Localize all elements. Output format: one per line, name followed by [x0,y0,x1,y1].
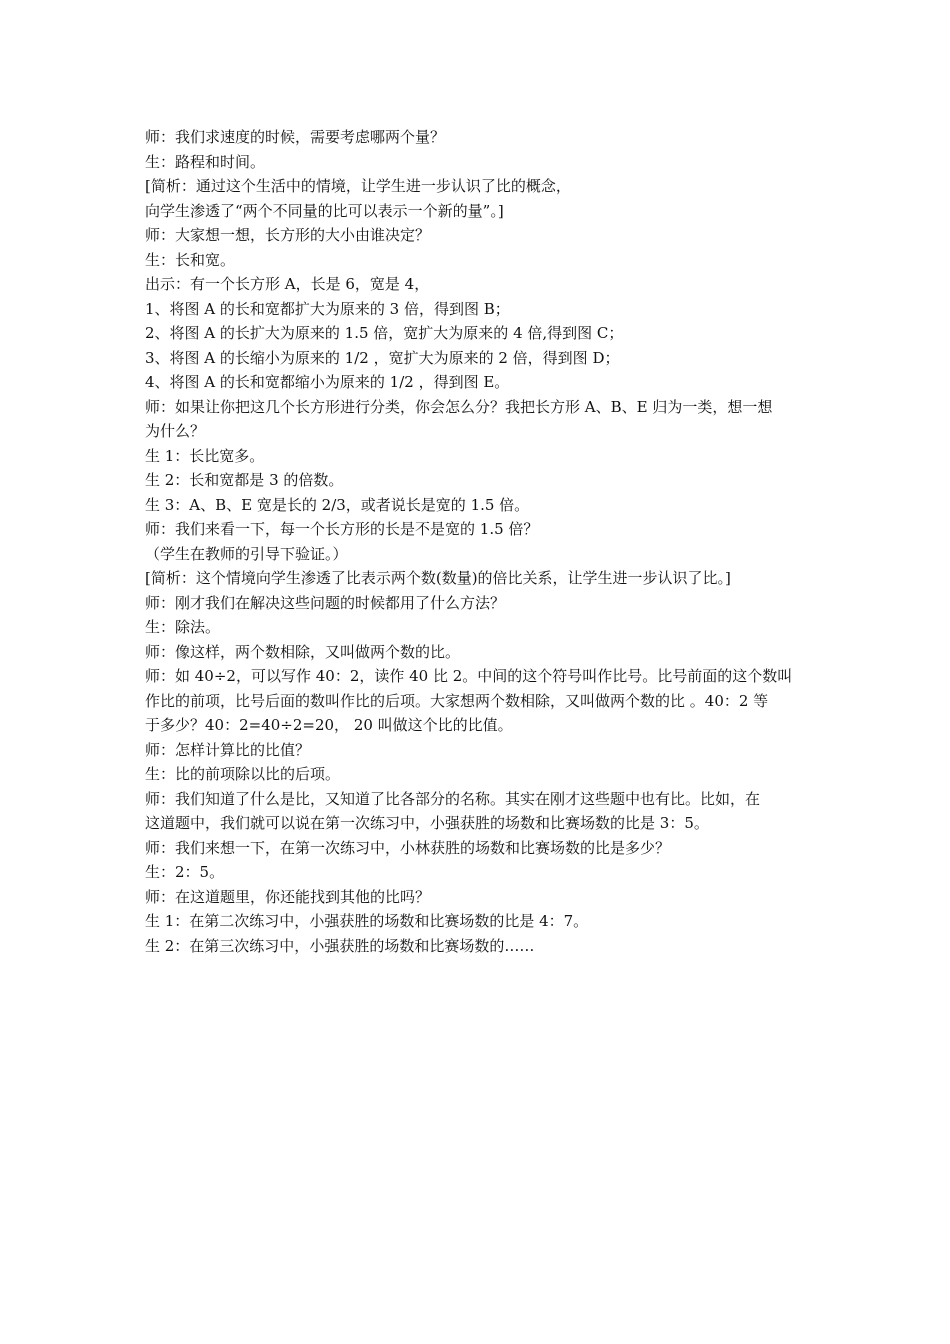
text-line: [简析：这个情境向学生渗透了比表示两个数(数量)的倍比关系，让学生进一步认识了比。] [145,569,731,587]
text-line: 师：怎样计算比的比值？ [145,740,311,759]
text-line: 师：如果让你把这几个长方形进行分类，你会怎么分？我把长方形 A、B、E 归为一类，想一想 [145,397,773,416]
text-line: 于多少？40：2=40÷2=20， 20 叫做这个比的比值。 [145,716,513,734]
text-line: 2、将图 A 的长扩大为原来的 1.5 倍，宽扩大为原来的 4 倍,得到图 C； [145,324,624,342]
text-line: 师：刚才我们在解决这些问题的时候都用了什么方法？ [145,593,506,612]
text-line: 师：如 40÷2，可以写作 40：2，读作 40 比 2。中间的这个符号叫作比号。比号前面的这个数叫 [145,667,793,685]
text-line: 生：2：5。 [145,863,225,881]
text-line: 师：我们求速度的时候，需要考虑哪两个量？ [145,128,446,146]
text-line: 3、将图 A 的长缩小为原来的 1/2 ，宽扩大为原来的 2 倍，得到图 D； [145,348,620,367]
text-line: 师：像这样，两个数相除，又叫做两个数的比。 [145,642,461,661]
text-line: 作比的前项，比号后面的数叫作比的后项。大家想两个数相除，又叫做两个数的比 。40：2 等 [145,691,769,710]
text-line: 出示：有一个长方形 A，长是 6，宽是 4， [145,275,430,293]
text-line: 师：大家想一想，长方形的大小由谁决定？ [145,226,431,244]
text-line: 生 2：长和宽都是 3 的倍数。 [145,471,344,489]
text-line: 生：除法。 [145,618,221,636]
text-line: 这道题中，我们就可以说在第一次练习中，小强获胜的场数和比赛场数的比是 3：5。 [145,814,709,832]
text-line: [简析：通过这个生活中的情境，让学生进一步认识了比的概念， [145,177,571,195]
text-line: 生：比的前项除以比的后项。 [145,765,341,783]
text-line: 向学生渗透了“两个不同量的比可以表示一个新的量”。] [145,201,504,220]
text-line: 生 1：长比宽多。 [145,446,265,465]
text-line: 师：在这道题里，你还能找到其他的比吗？ [145,887,431,906]
text-line: （学生在教师的引导下验证。） [145,544,348,563]
text-line: 4、将图 A 的长和宽都缩小为原来的 1/2 ，得到图 E。 [145,373,510,391]
document-body [145,125,810,958]
text-line: 生 1：在第二次练习中，小强获胜的场数和比赛场数的比是 4：7。 [145,912,589,930]
text-line: 师：我们来看一下，每一个长方形的长是不是宽的 1.5 倍？ [145,520,539,538]
text-line: 1、将图 A 的长和宽都扩大为原来的 3 倍，得到图 B； [145,299,510,318]
text-line: 师：我们来想一下，在第一次练习中，小林获胜的场数和比赛场数的比是多少？ [145,838,671,857]
text-line: 生：路程和时间。 [145,152,266,171]
text-line: 为什么？ [145,422,206,440]
text-line: 生 2：在第三次练习中，小强获胜的场数和比赛场数的…… [145,936,535,955]
text-line: 师：我们知道了什么是比，又知道了比各部分的名称。其实在刚才这些题中也有比。比如，在 [145,789,761,808]
text-line: 生：长和宽。 [145,250,236,269]
text-line: 生 3：A、B、E 宽是长的 2/3，或者说长是宽的 1.5 倍。 [145,495,530,514]
